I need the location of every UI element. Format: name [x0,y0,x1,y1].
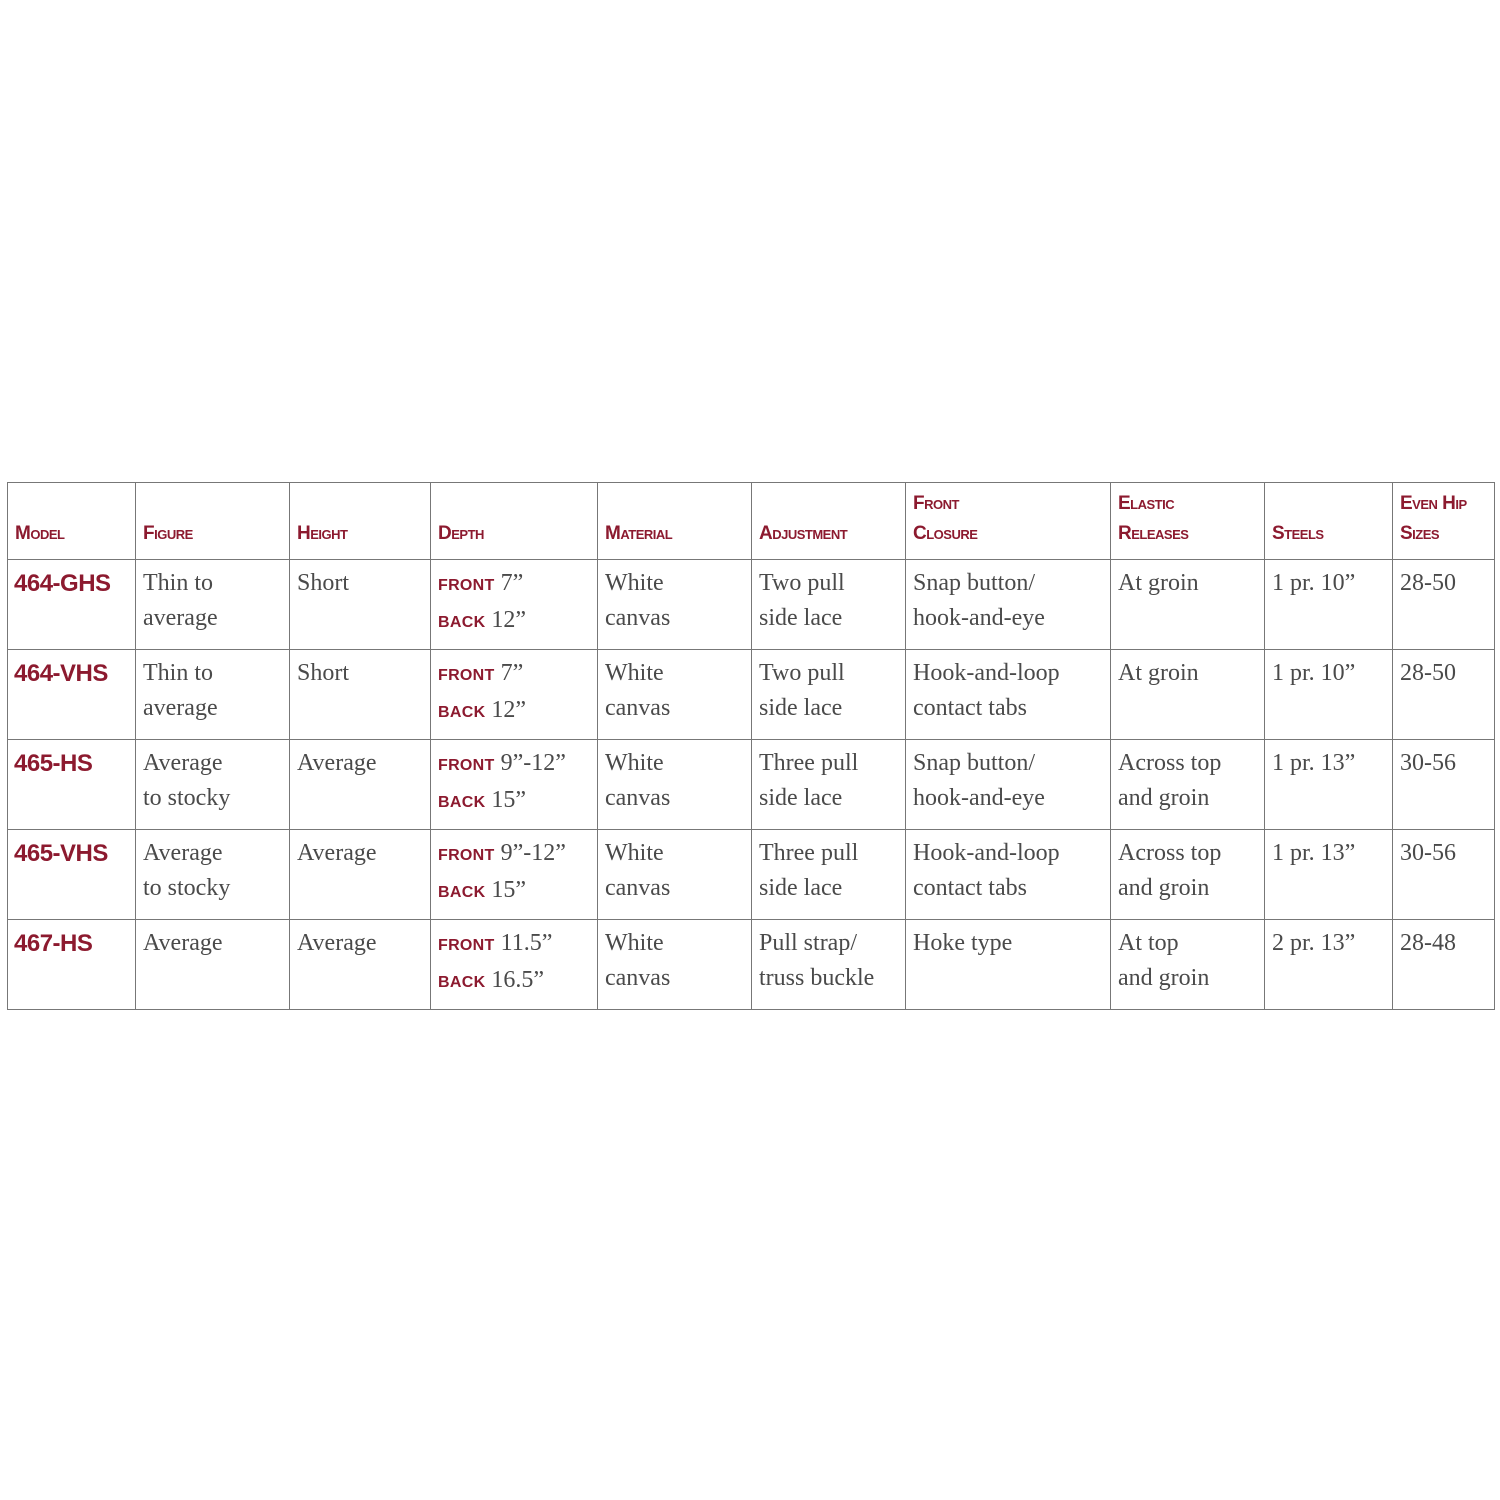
depth-front: FRONT 9”-12” [438,840,566,866]
header-height: Height [290,483,431,560]
closure-cell: Hook-and-loop contact tabs [906,830,1111,920]
figure-cell: Average to stocky [136,740,290,830]
steels-cell: 1 pr. 13” [1265,740,1393,830]
front-label: FRONT [438,757,495,774]
depth-back: BACK 12” [438,607,527,633]
header-steels: Steels [1265,483,1393,560]
model-cell: 464-VHS [8,650,136,740]
sizes-cell: 28-50 [1393,560,1495,650]
steels-cell: 1 pr. 10” [1265,650,1393,740]
depth-cell [431,650,598,740]
back-label: BACK [438,794,486,811]
header-even-hip-sizes: Even Hip Sizes [1393,483,1495,560]
steels-cell: 2 pr. 13” [1265,920,1393,1010]
table-row [8,650,1495,740]
table-row [8,920,1495,1010]
material-cell: White canvas [598,650,752,740]
adjustment-cell: Three pull side lace [752,740,906,830]
releases-cell: Across top and groin [1111,740,1265,830]
depth-front: FRONT 7” [438,660,524,686]
header-row [8,483,1495,560]
back-label: BACK [438,884,486,901]
height-cell: Average [290,740,431,830]
sizes-cell: 28-48 [1393,920,1495,1010]
depth-back: BACK 16.5” [438,967,545,993]
model-cell: 464-GHS [8,560,136,650]
sizes-cell: 30-56 [1393,740,1495,830]
closure-cell: Hook-and-loop contact tabs [906,650,1111,740]
sizes-cell: 28-50 [1393,650,1495,740]
header-front-closure: Front Closure [906,483,1111,560]
header-model: Model [8,483,136,560]
releases-cell: At groin [1111,560,1265,650]
front-label: FRONT [438,847,495,864]
height-cell: Short [290,560,431,650]
material-cell: White canvas [598,920,752,1010]
material-cell: White canvas [598,740,752,830]
figure-cell: Thin to average [136,650,290,740]
releases-cell: At top and groin [1111,920,1265,1010]
closure-cell: Snap button/ hook-and-eye [906,740,1111,830]
depth-front: FRONT 11.5” [438,930,553,956]
front-label: FRONT [438,667,495,684]
header-adjustment: Adjustment [752,483,906,560]
depth-back: BACK 15” [438,877,527,903]
steels-cell: 1 pr. 13” [1265,830,1393,920]
adjustment-cell: Two pull side lace [752,560,906,650]
releases-cell: At groin [1111,650,1265,740]
depth-back: BACK 15” [438,787,527,813]
table-row [8,740,1495,830]
steels-cell: 1 pr. 10” [1265,560,1393,650]
depth-cell [431,560,598,650]
height-cell: Short [290,650,431,740]
table-row [8,560,1495,650]
adjustment-cell: Pull strap/ truss buckle [752,920,906,1010]
front-label: FRONT [438,577,495,594]
header-figure: Figure [136,483,290,560]
closure-cell: Snap button/ hook-and-eye [906,560,1111,650]
back-label: BACK [438,614,486,631]
depth-back: BACK 12” [438,697,527,723]
model-cell: 465-VHS [8,830,136,920]
adjustment-cell: Three pull side lace [752,830,906,920]
model-cell: 465-HS [8,740,136,830]
releases-cell: Across top and groin [1111,830,1265,920]
header-material: Material [598,483,752,560]
depth-cell [431,920,598,1010]
depth-cell [431,740,598,830]
material-cell: White canvas [598,560,752,650]
front-label: FRONT [438,937,495,954]
depth-front: FRONT 9”-12” [438,750,566,776]
figure-cell: Thin to average [136,560,290,650]
depth-cell [431,830,598,920]
back-label: BACK [438,974,486,991]
table-row [8,830,1495,920]
height-cell: Average [290,920,431,1010]
back-label: BACK [438,704,486,721]
model-cell: 467-HS [8,920,136,1010]
depth-front: FRONT 7” [438,570,524,596]
adjustment-cell: Two pull side lace [752,650,906,740]
header-depth: Depth [431,483,598,560]
material-cell: White canvas [598,830,752,920]
spec-table [7,482,1495,1010]
header-elastic-releases: Elastic Releases [1111,483,1265,560]
closure-cell: Hoke type [906,920,1111,1010]
figure-cell: Average to stocky [136,830,290,920]
figure-cell: Average [136,920,290,1010]
sizes-cell: 30-56 [1393,830,1495,920]
height-cell: Average [290,830,431,920]
